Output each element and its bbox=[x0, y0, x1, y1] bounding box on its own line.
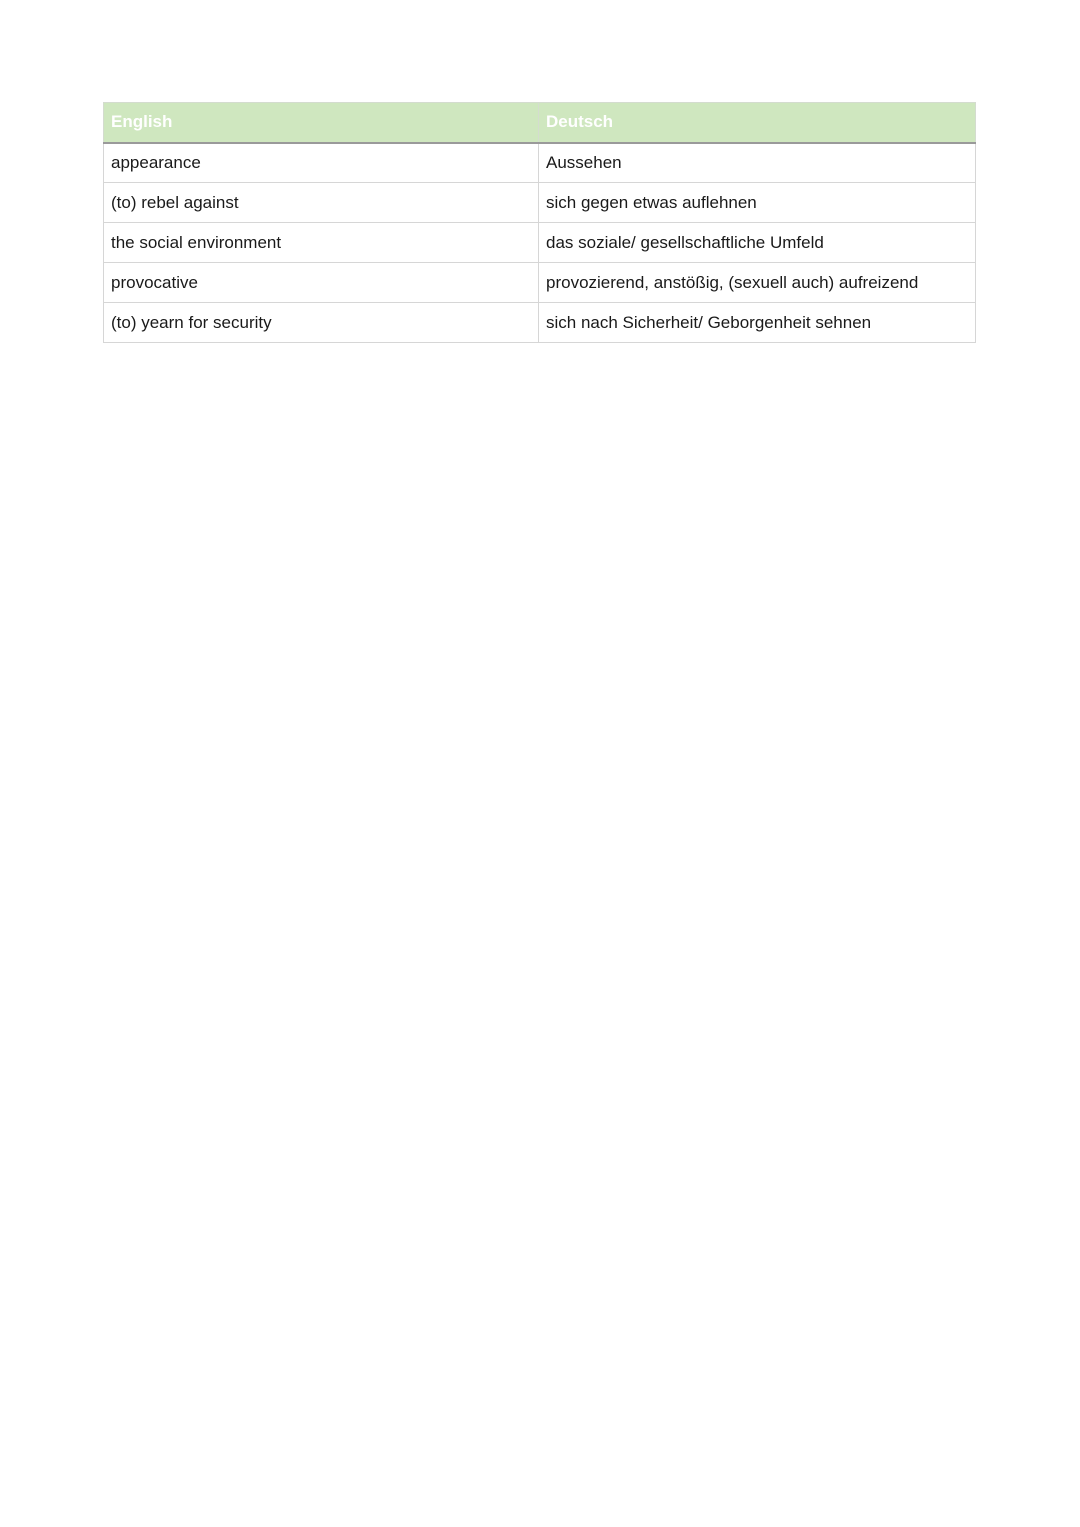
english-term: appearance bbox=[104, 143, 539, 183]
german-translation: das soziale/ gesellschaftliche Umfeld bbox=[539, 223, 976, 263]
table-row bbox=[104, 263, 976, 303]
german-translation: sich gegen etwas auflehnen bbox=[539, 183, 976, 223]
table-row bbox=[104, 303, 976, 343]
table-row bbox=[104, 223, 976, 263]
german-translation: provozierend, anstößig, (sexuell auch) aufreizend bbox=[539, 263, 976, 303]
column-header-english: English bbox=[104, 103, 539, 143]
german-translation: sich nach Sicherheit/ Geborgenheit sehnen bbox=[539, 303, 976, 343]
table-row bbox=[104, 143, 976, 183]
table-row bbox=[104, 183, 976, 223]
table-header-row bbox=[104, 103, 976, 143]
vocabulary-table bbox=[103, 102, 976, 343]
english-term: the social environment bbox=[104, 223, 539, 263]
german-translation: Aussehen bbox=[539, 143, 976, 183]
english-term: (to) rebel against bbox=[104, 183, 539, 223]
english-term: provocative bbox=[104, 263, 539, 303]
english-term: (to) yearn for security bbox=[104, 303, 539, 343]
column-header-deutsch: Deutsch bbox=[539, 103, 976, 143]
